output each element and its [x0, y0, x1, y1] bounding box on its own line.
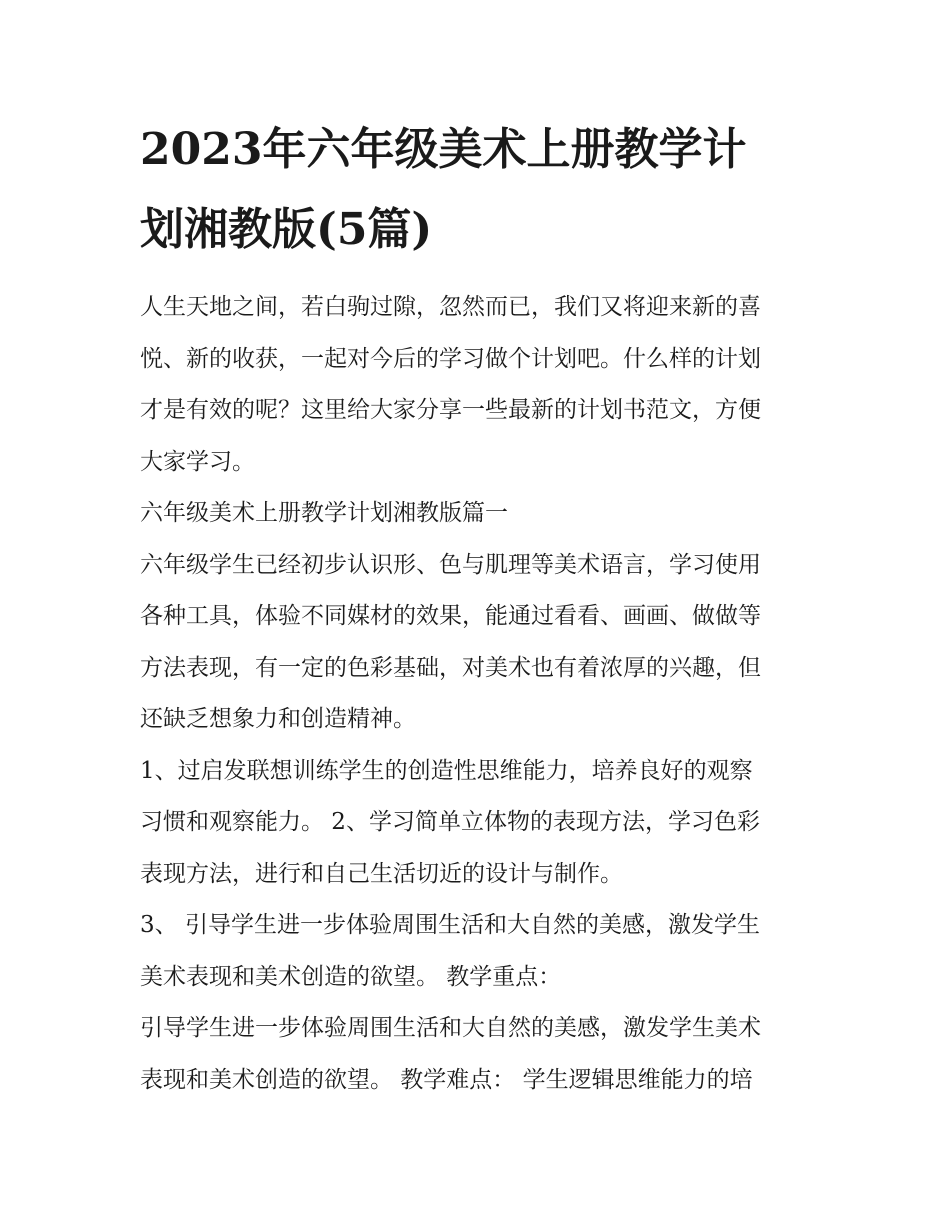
body-line: 才是有效的呢？这里给大家分享一些最新的计划书范文，方便	[140, 397, 761, 423]
title-line: 划湘教版(5篇)	[140, 204, 433, 255]
body-line: 方法表现，有一定的色彩基础，对美术也有着浓厚的兴趣，但	[140, 654, 761, 681]
body-line: 大家学习。	[140, 448, 255, 475]
body-line: 1、过启发联想训练学生的创造性思维能力，培养良好的观察	[140, 757, 753, 784]
body-line: 3、 引导学生进一步体验周围生活和大自然的美感，激发学生	[140, 912, 760, 938]
body-line: 六年级学生已经初步认识形、色与肌理等美术语言，学习使用	[140, 551, 761, 578]
body-line: 习惯和观察能力。 2、学习简单立体物的表现方法，学习色彩	[140, 809, 760, 835]
title-spacer	[140, 270, 812, 282]
body-line: 人生天地之间，若白驹过隙，忽然而已，我们又将迎来新的喜	[140, 294, 761, 320]
body-line: 引导学生进一步体验周围生活和大自然的美感，激发学生美术	[140, 1015, 761, 1041]
section-heading: 六年级美术上册教学计划湘教版篇一	[140, 500, 508, 526]
body-line: 表现和美术创造的欲望。 教学难点： 学生逻辑思维能力的培	[140, 1066, 753, 1093]
title-line: 2023年六年级美术上册教学计	[140, 124, 747, 175]
body-line: 美术表现和美术创造的欲望。 教学重点：	[140, 963, 562, 990]
document-title	[140, 110, 812, 270]
body-line: 各种工具，体验不同媒材的效果，能通过看看、画画、做做等	[140, 603, 761, 629]
body-line: 还缺乏想象力和创造精神。	[140, 706, 416, 732]
body-line: 表现方法，进行和自己生活切近的设计与制作。	[140, 860, 623, 887]
body-line: 悦、新的收获，一起对今后的学习做个计划吧。什么样的计划	[140, 345, 761, 372]
document-body	[140, 282, 812, 1106]
document-page	[140, 110, 812, 1106]
